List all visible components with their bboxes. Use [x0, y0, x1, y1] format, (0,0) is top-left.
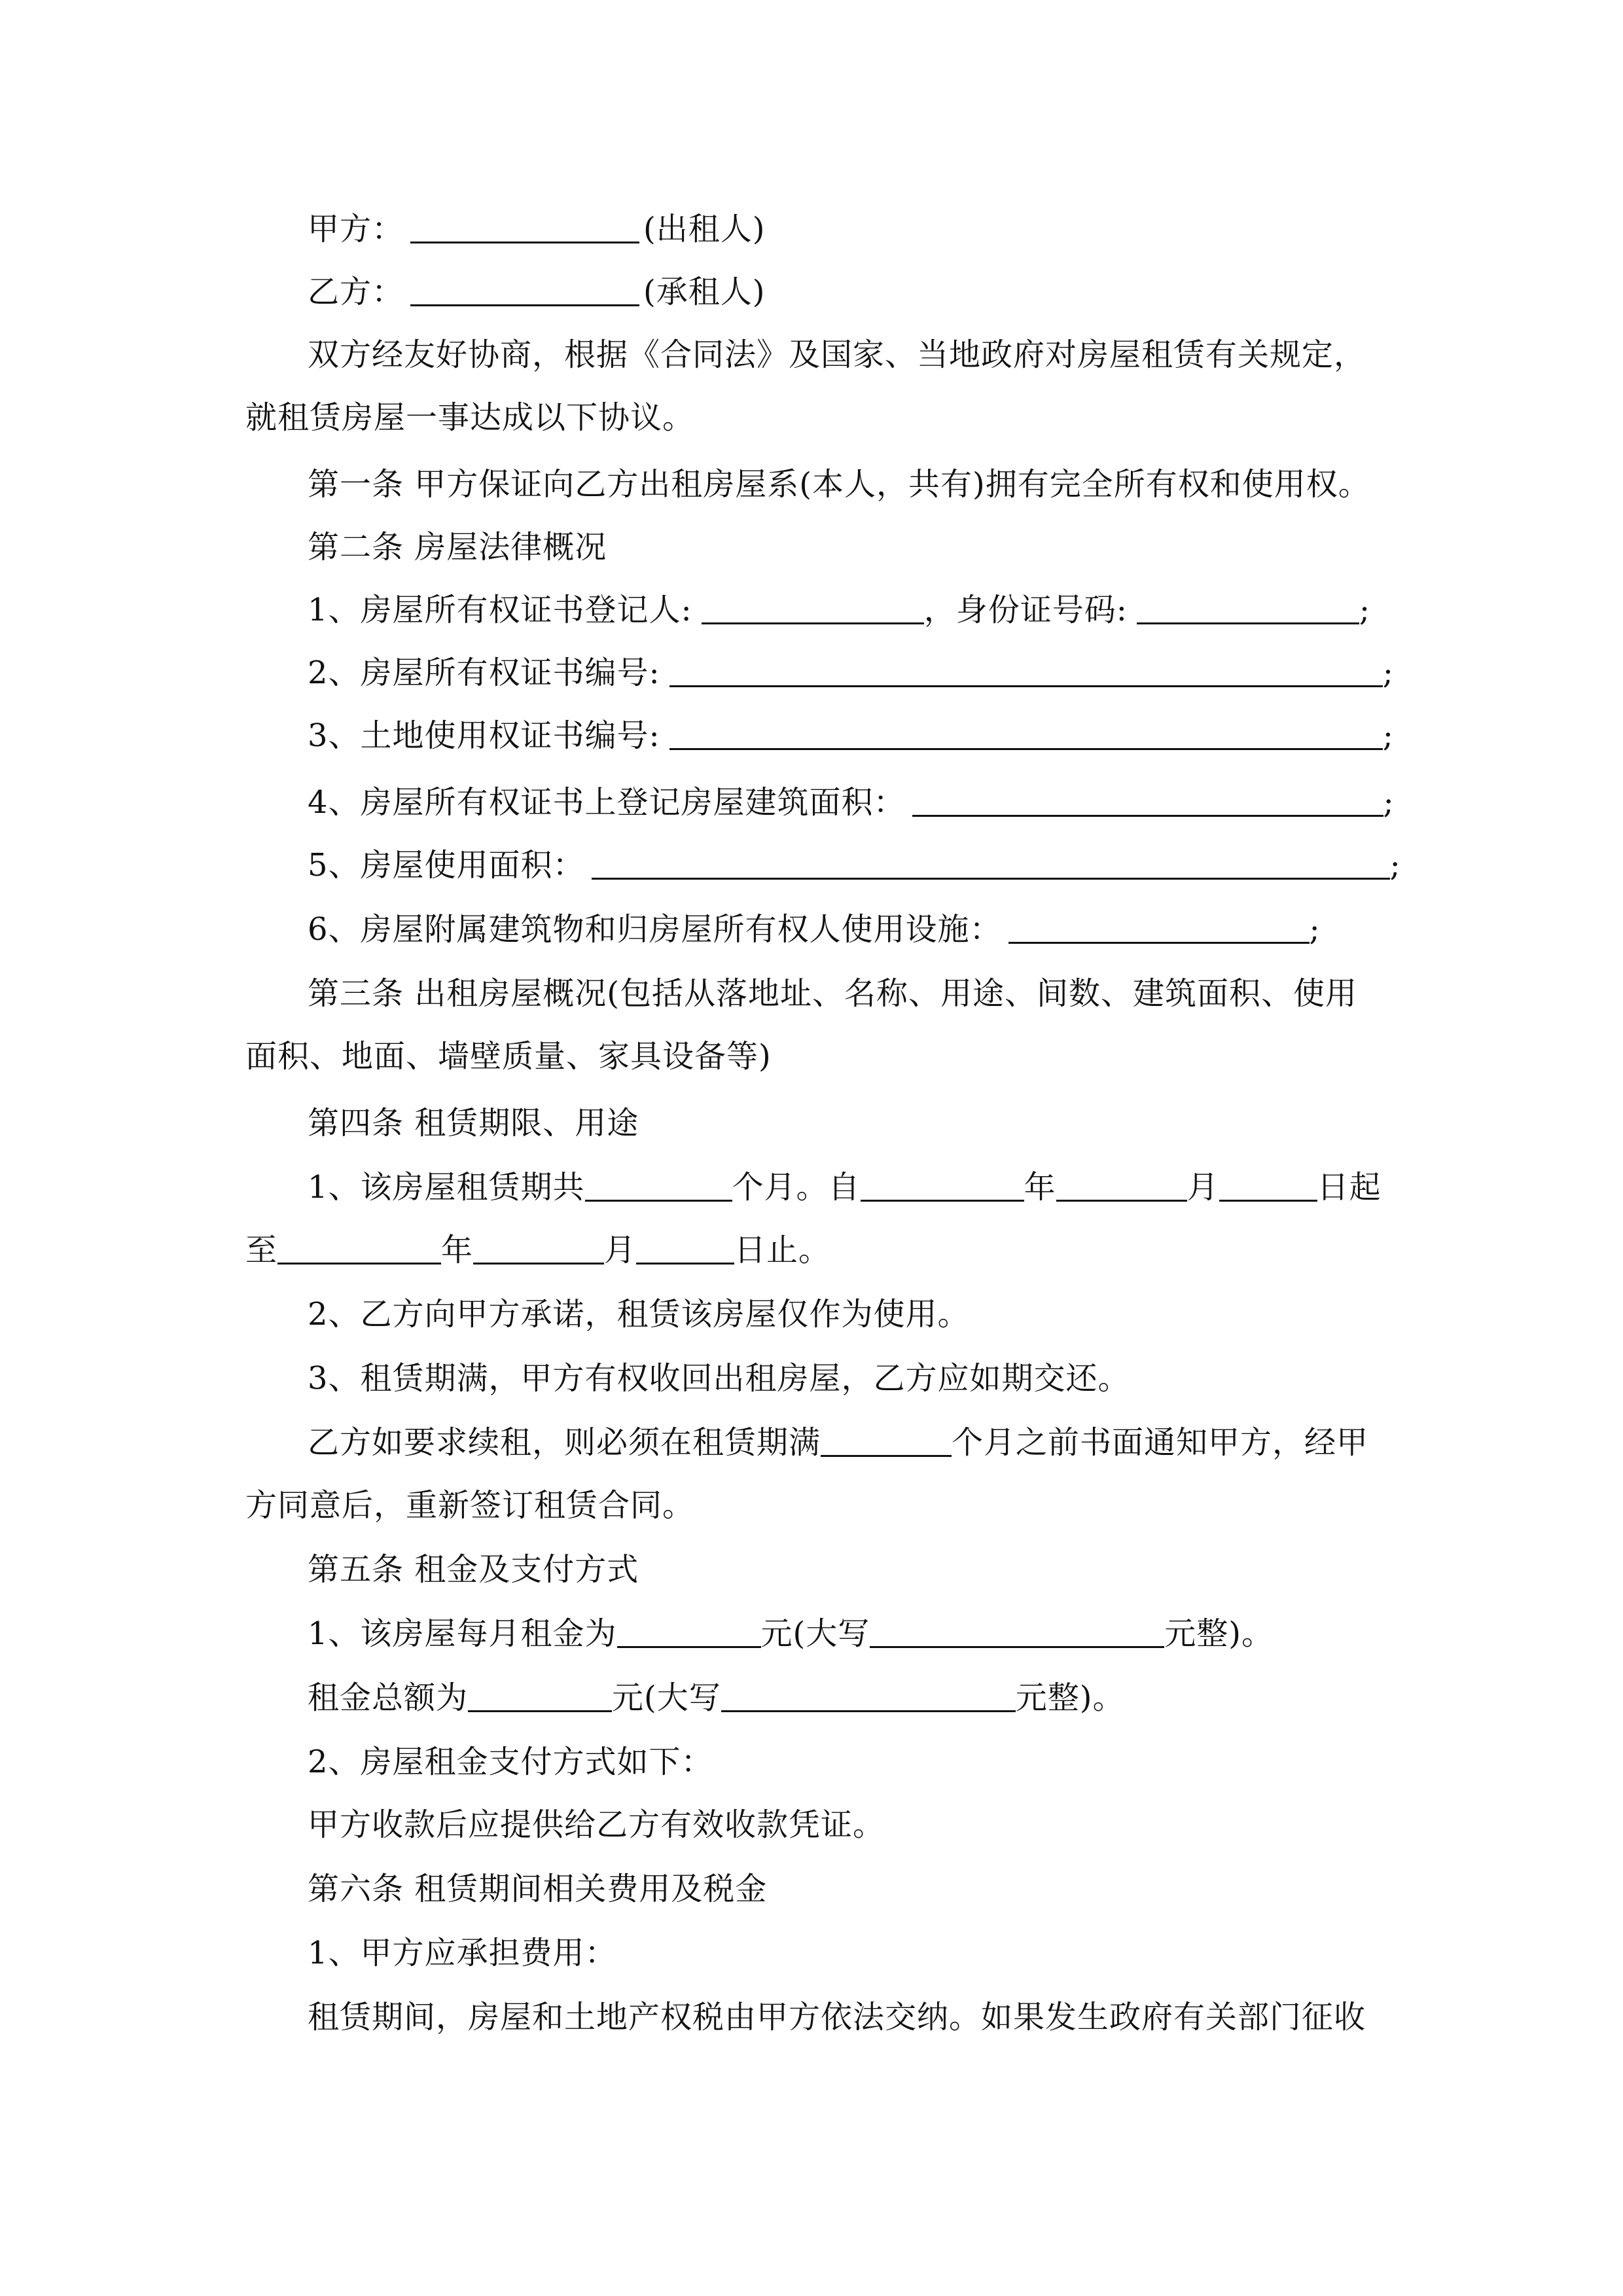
preamble-line-1: 双方经友好协商，根据《合同法》及国家、当地政府对房屋租赁有关规定， [308, 336, 1366, 373]
article-3-line-2: 面积、地面、墙壁质量、家具设备等) [245, 1038, 772, 1075]
owner-blank[interactable] [702, 586, 924, 624]
months-from-label: 个月。自 [732, 1169, 861, 1206]
article-2-title: 第二条 房屋法律概况 [308, 529, 607, 565]
year-label: 年 [1024, 1169, 1056, 1206]
semicolon: ; [1383, 784, 1395, 821]
monthly-rent-uppercase-blank[interactable] [870, 1609, 1164, 1648]
usable-area-label: 5、房屋使用面积： [308, 847, 585, 884]
total-rent-uppercase-blank[interactable] [721, 1674, 1016, 1712]
facilities-blank[interactable] [1008, 905, 1310, 944]
article-2-item-6 [308, 898, 1384, 961]
certificate-number-label: 2、房屋所有权证书编号: [308, 655, 660, 691]
party-a-label: 甲方： [308, 211, 404, 247]
lease-months-blank[interactable] [585, 1163, 732, 1202]
semicolon: ; [1389, 847, 1401, 884]
semicolon: ; [1382, 717, 1394, 754]
article-1: 第一条 甲方保证向乙方出租房屋系(本人，共有)拥有完全所有权和使用权。 [308, 466, 1370, 503]
article-2-item-2 [308, 641, 1394, 704]
start-year-blank[interactable] [861, 1163, 1024, 1202]
preamble-line-2: 就租赁房屋一事达成以下协议。 [245, 399, 695, 436]
year-label: 年 [441, 1232, 474, 1268]
start-day-blank[interactable] [1219, 1163, 1317, 1202]
party-a-role: (出租人) [643, 211, 766, 247]
total-rent-blank[interactable] [468, 1674, 612, 1712]
article-4-item-2: 2、乙方向甲方承诺，租赁该房屋仅作为使用。 [308, 1296, 970, 1333]
article-5-item-2: 2、房屋租金支付方式如下： [308, 1744, 713, 1780]
land-certificate-label: 3、土地使用权证书编号: [308, 717, 660, 754]
uppercase-label: 元(大写 [760, 1615, 870, 1652]
yuan-label: 元整)。 [1015, 1679, 1125, 1716]
id-number-blank[interactable] [1137, 586, 1359, 624]
article-6-text-1: 租赁期间，房屋和土地产权税由甲方依法交纳。如果发生政府有关部门征收 [308, 1999, 1366, 2036]
article-2-item-3 [308, 704, 1394, 767]
receipt-line: 甲方收款后应提供给乙方有效收款凭证。 [308, 1806, 885, 1843]
uppercase-label: 元(大写 [612, 1679, 721, 1716]
article-2-item-4 [308, 771, 1395, 834]
semicolon: ; [1382, 655, 1394, 691]
usable-area-blank[interactable] [592, 841, 1390, 880]
start-month-blank[interactable] [1056, 1163, 1187, 1202]
renewal-notice-months-blank[interactable] [821, 1418, 952, 1457]
id-number-label: ，身份证号码: [923, 592, 1128, 628]
article-5-title: 第五条 租金及支付方式 [308, 1551, 639, 1588]
end-year-blank[interactable] [277, 1226, 441, 1265]
article-5-item-1 [308, 1602, 1384, 1665]
article-6-item-1: 1、甲方应承担费用： [308, 1935, 617, 1971]
article-6-title: 第六条 租赁期间相关费用及税金 [308, 1871, 768, 1907]
article-4-item-3: 3、租赁期满，甲方有权收回出租房屋，乙方应如期交还。 [308, 1360, 1130, 1397]
end-month-blank[interactable] [473, 1226, 604, 1265]
land-certificate-blank[interactable] [669, 711, 1383, 750]
renewal-text-2: 个月之前书面通知甲方，经甲 [952, 1424, 1369, 1461]
building-area-blank[interactable] [912, 778, 1383, 817]
day-end-label: 日止。 [734, 1232, 831, 1268]
owner-label: 1、房屋所有权证书登记人: [308, 592, 692, 628]
yuan-label: 元整)。 [1164, 1615, 1274, 1652]
building-area-label: 4、房屋所有权证书上登记房屋建筑面积： [308, 784, 906, 821]
renewal-line-1 [308, 1411, 1384, 1474]
to-label: 至 [245, 1232, 278, 1268]
party-a-line [308, 198, 1384, 260]
total-rent-label: 租金总额为 [308, 1679, 469, 1716]
day-start-label: 日起 [1317, 1169, 1382, 1206]
party-b-label: 乙方： [308, 274, 404, 310]
article-4-item-1 [308, 1156, 1384, 1219]
party-a-blank[interactable] [410, 205, 639, 243]
semicolon: ; [1309, 911, 1321, 948]
end-day-blank[interactable] [636, 1226, 734, 1265]
article-3-line-1: 第三条 出租房屋概况(包括从落地址、名称、用途、间数、建筑面积、使用 [308, 975, 1357, 1012]
month-label: 月 [604, 1232, 637, 1268]
party-b-line [308, 260, 1384, 323]
monthly-rent-blank[interactable] [617, 1609, 761, 1648]
certificate-number-blank[interactable] [669, 649, 1383, 687]
monthly-rent-label: 1、该房屋每月租金为 [308, 1615, 617, 1652]
month-label: 月 [1186, 1169, 1219, 1206]
article-4-item-1-cont [245, 1219, 1384, 1282]
total-rent-line [308, 1666, 1384, 1729]
lease-term-label: 1、该房屋租赁期共 [308, 1169, 585, 1206]
party-b-role: (承租人) [643, 274, 766, 310]
article-2-item-1 [308, 579, 1384, 641]
semicolon: ; [1359, 592, 1371, 628]
party-b-blank[interactable] [410, 268, 639, 306]
article-2-item-5 [308, 834, 1401, 897]
renewal-text: 乙方如要求续租，则必须在租赁期满 [308, 1424, 821, 1461]
facilities-label: 6、房屋附属建筑物和归房屋所有权人使用设施： [308, 911, 1002, 948]
renewal-line-2: 方同意后，重新签订租赁合同。 [245, 1487, 695, 1524]
article-4-title: 第四条 租赁期限、用途 [308, 1105, 639, 1141]
